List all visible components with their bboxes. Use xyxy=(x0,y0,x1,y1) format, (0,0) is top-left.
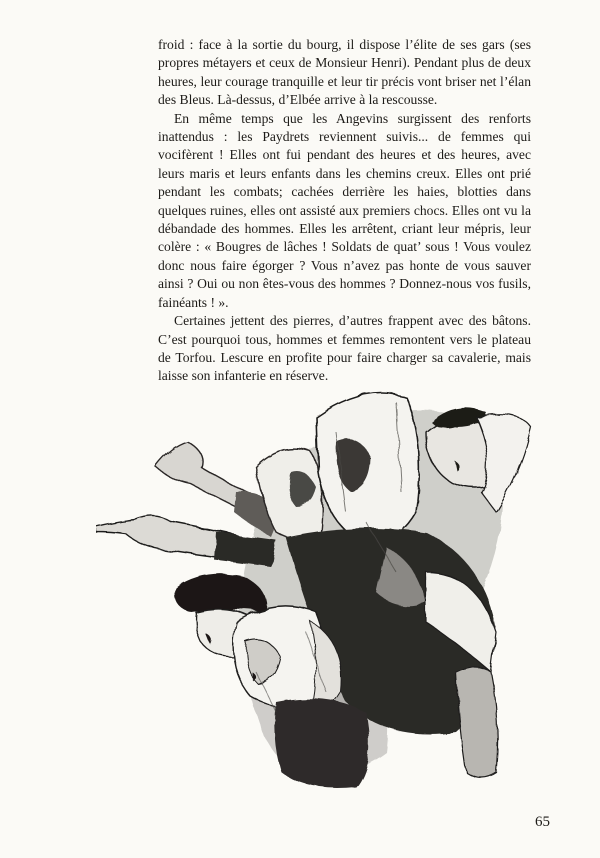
page-number: 65 xyxy=(535,814,550,830)
ink-illustration-shouting-women xyxy=(96,372,536,792)
paragraph-3: Certaines jettent des pierres, d’autres frappent avec des bâtons. C’est pourquoi tous, hommes et femmes remontent vers le plateau de Torfou. Lescure en profite pour faire charger sa cavalerie, mais laisse son infanterie en réserve. xyxy=(158,313,531,384)
paragraph-2: En même temps que les Angevins surgissent des renforts inattendus : les Paydrets reviennent suivis... de femmes qui vocifèrent ! Elles ont fui pendant des heures et des heures, avec leurs maris et leurs enfants dans les chemins creux. Elles ont prié pendant les combats; cachées derrière les haies, blotties dans quelques ruines, elles ont assisté aux premiers chocs. Elles ont vu la débandade des hommes. Elles les arrêtent, criant leur mépris, leur colère : « Bougres de lâches ! Soldats de quat’ sous ! Vous voulez donc nous faire égorger ? Vous n’avez pas honte de vous sauver ainsi ? Oui ou non êtes-vous des hommes ? Donnez-nous vos fusils, fainéants ! ». xyxy=(158,110,531,310)
paragraph-1: froid : face à la sortie du bourg, il dispose l’élite de ses gars (ses propres métayers et ceux de Monsieur Henri). Pendant plus de deux heures, leur courage tranquille et leur tir précis vont briser net l’élan des Bleus. Là-dessus, d’Elbée arrive à la rescousse. xyxy=(158,37,531,108)
body-text xyxy=(158,36,531,386)
